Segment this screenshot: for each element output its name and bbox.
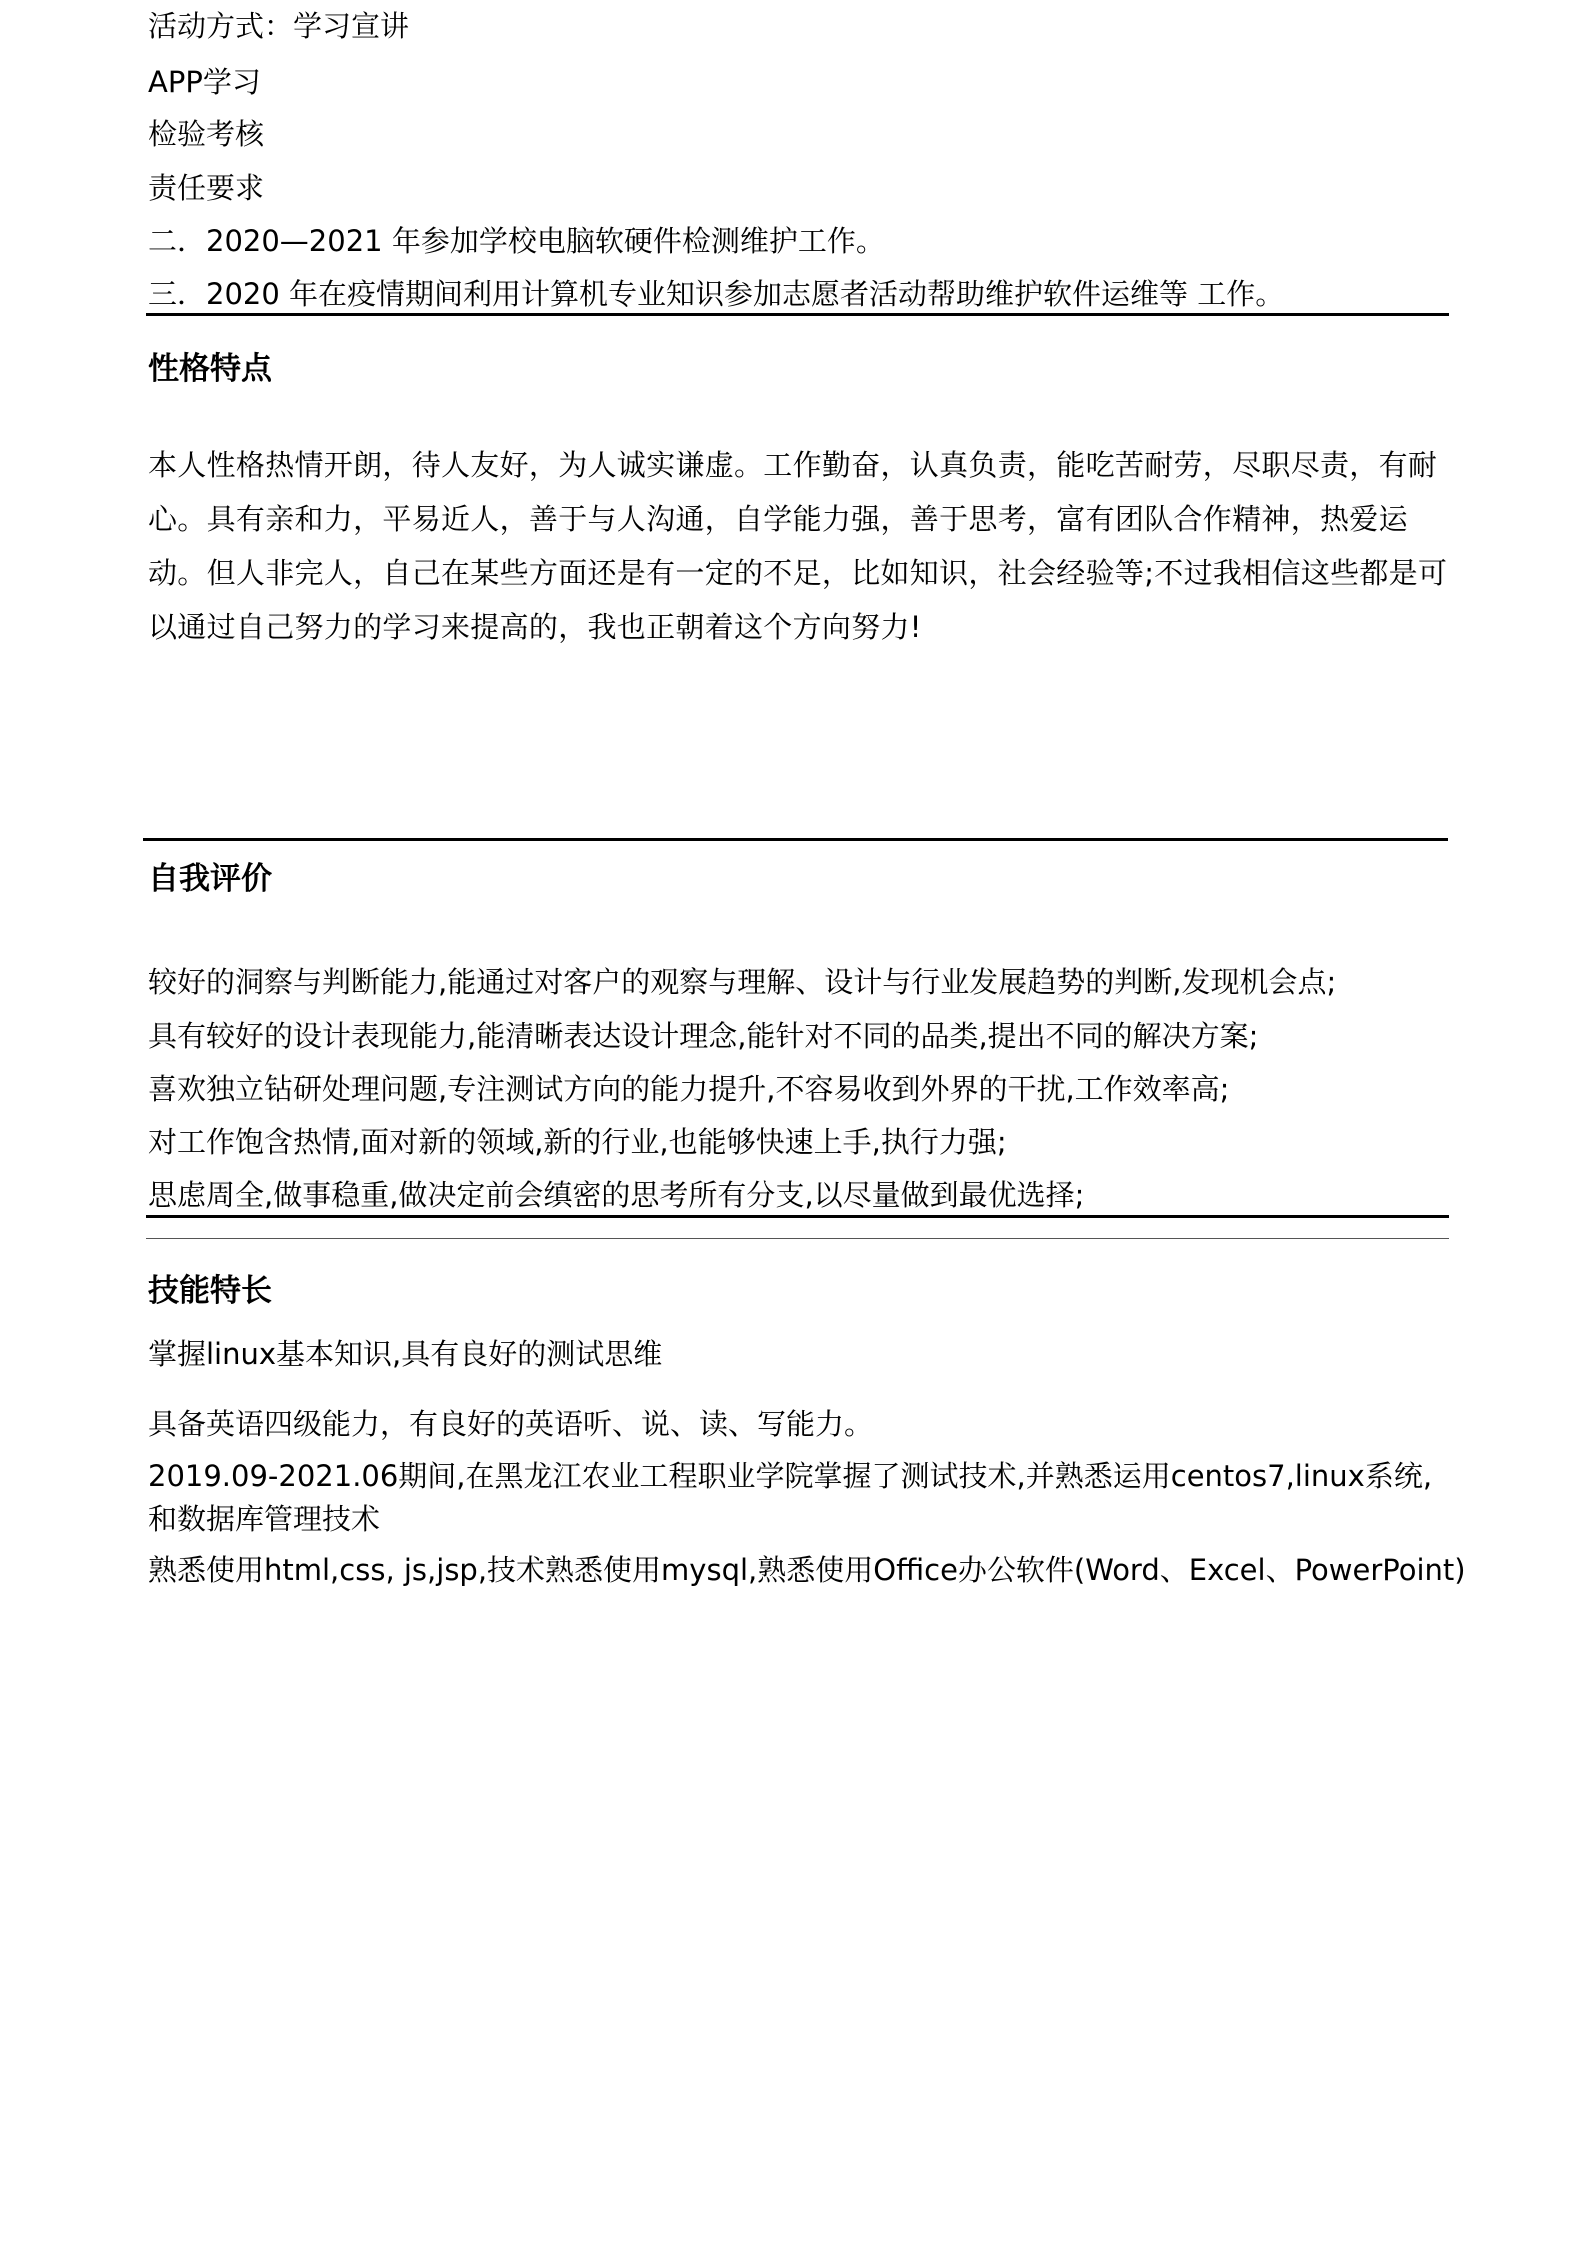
skills-line-2: 具备英语四级能力，有良好的英语听、说、读、写能力。	[148, 1407, 874, 1441]
self-evaluation-line-5: 思虑周全,做事稳重,做决定前会缜密的思考所有分支,以尽量做到最优选择;	[148, 1178, 1085, 1212]
personality-paragraph: 本人性格热情开朗，待人友好，为人诚实谦虚。工作勤奋，认真负责，能吃苦耐劳，尽职尽责，有耐心。具有亲和力，平易近人，善于与人沟通，自学能力强，善于思考，富有团队合作精神，热爱运动。但人非完人，自己在某些方面还是有一定的不足，比如知识，社会经验等;不过我相信这些都是可以通过自己努力的学习来提高的，我也正朝着这个方向努力!	[148, 448, 1448, 644]
activity-line-6: 三．2020 年在疫情期间利用计算机专业知识参加志愿者活动帮助维护软件运维等 工作。	[148, 277, 1285, 311]
self-evaluation-line-4: 对工作饱含热情,面对新的领域,新的行业,也能够快速上手,执行力强;	[148, 1125, 1007, 1159]
section-divider	[143, 838, 1448, 841]
skills-line-3: 2019.09-2021.06期间,在黑龙江农业工程职业学院掌握了测试技术,并熟悉运用centos7,linux系统,和数据库管理技术	[148, 1459, 1433, 1536]
self-evaluation-heading: 自我评价	[148, 861, 272, 897]
section-divider	[146, 313, 1449, 316]
activity-line-4: 责任要求	[148, 171, 265, 205]
activity-line-3: 检验考核	[148, 117, 265, 151]
skills-line-4: 熟悉使用html,css, js,jsp,技术熟悉使用mysql,熟悉使用Office办公软件(Word、Excel、PowerPoint)	[148, 1553, 1466, 1587]
self-evaluation-line-2: 具有较好的设计表现能力,能清晰表达设计理念,能针对不同的品类,提出不同的解决方案;	[148, 1019, 1259, 1053]
personality-heading: 性格特点	[148, 351, 272, 387]
activity-line-5: 二．2020—2021 年参加学校电脑软硬件检测维护工作。	[148, 224, 885, 258]
activity-line-2: APP学习	[148, 65, 261, 99]
skills-line-1: 掌握linux基本知识,具有良好的测试思维	[148, 1337, 663, 1371]
self-evaluation-line-1: 较好的洞察与判断能力,能通过对客户的观察与理解、设计与行业发展趋势的判断,发现机会点;	[148, 965, 1337, 999]
self-evaluation-line-3: 喜欢独立钻研处理问题,专注测试方向的能力提升,不容易收到外界的干扰,工作效率高;	[148, 1072, 1230, 1106]
section-divider	[146, 1215, 1449, 1218]
skills-heading: 技能特长	[148, 1273, 272, 1309]
section-divider-thin	[146, 1238, 1449, 1239]
activity-line-1: 活动方式：学习宣讲	[148, 9, 410, 43]
